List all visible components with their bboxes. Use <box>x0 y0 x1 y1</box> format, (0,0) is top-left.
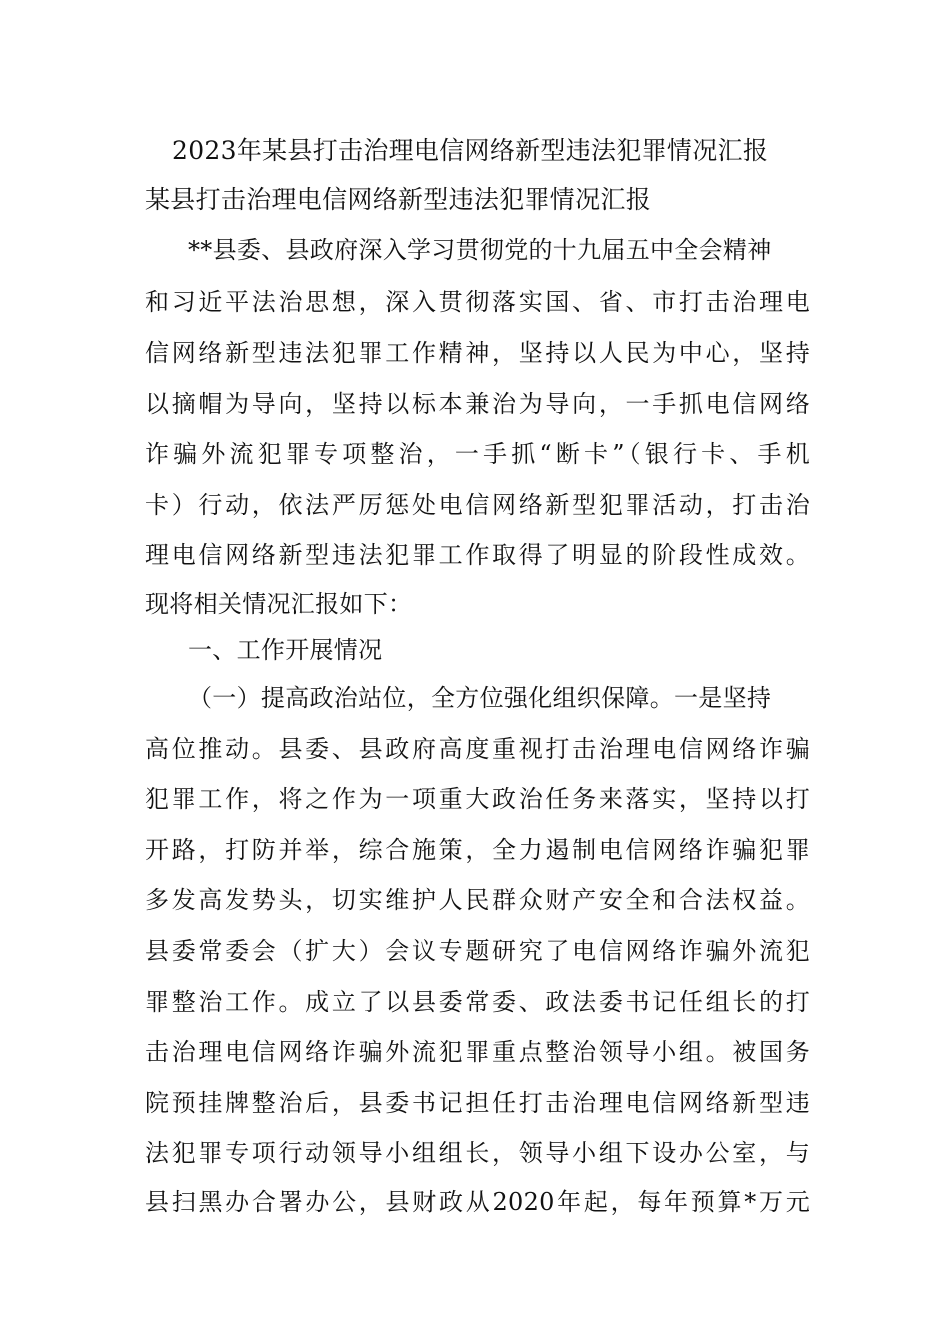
paragraph-line: 法犯罪专项行动领导小组组长，领导小组下设办公室，与 <box>145 1139 810 1167</box>
paragraph-line: 高位推动。县委、县政府高度重视打击治理电信网络诈骗 <box>145 735 810 763</box>
paragraph-line: （一）提高政治站位，全方位强化组织保障。一是坚持 <box>188 684 772 712</box>
paragraph-line: 和习近平法治思想，深入贯彻落实国、省、市打击治理电 <box>145 288 810 316</box>
document-title: 2023年某县打击治理电信网络新型违法犯罪情况汇报 <box>172 136 769 165</box>
section-heading: 一、工作开展情况 <box>188 636 383 664</box>
paragraph-line: 击治理电信网络诈骗外流犯罪重点整治领导小组。被国务 <box>145 1038 810 1066</box>
paragraph-line: 县委常委会（扩大）会议专题研究了电信网络诈骗外流犯 <box>145 937 810 965</box>
paragraph-line: 信网络新型违法犯罪工作精神，坚持以人民为中心，坚持 <box>145 339 810 367</box>
paragraph-line: 现将相关情况汇报如下： <box>145 590 413 618</box>
paragraph-line: **县委、县政府深入学习贯彻党的十九届五中全会精神 <box>188 236 772 264</box>
paragraph-line: 犯罪工作，将之作为一项重大政治任务来落实，坚持以打 <box>145 785 810 813</box>
paragraph-line: 多发高发势头，切实维护人民群众财产安全和合法权益。 <box>145 886 810 914</box>
paragraph-line: 县扫黑办合署办公，县财政从2020年起，每年预算*万元 <box>145 1188 810 1216</box>
paragraph-line: 罪整治工作。成立了以县委常委、政法委书记任组长的打 <box>145 988 810 1016</box>
paragraph-line: 院预挂牌整治后，县委书记担任打击治理电信网络新型违 <box>145 1089 810 1117</box>
paragraph-line: 以摘帽为导向，坚持以标本兼治为导向，一手抓电信网络 <box>145 390 810 418</box>
paragraph-line: 理电信网络新型违法犯罪工作取得了明显的阶段性成效。 <box>145 541 810 569</box>
document-subtitle: 某县打击治理电信网络新型违法犯罪情况汇报 <box>145 185 652 214</box>
paragraph-line: 诈骗外流犯罪专项整治，一手抓“断卡”（银行卡、手机 <box>145 440 810 468</box>
paragraph-line: 卡）行动，依法严厉惩处电信网络新型犯罪活动，打击治 <box>145 491 810 519</box>
paragraph-line: 开路，打防并举，综合施策，全力遏制电信网络诈骗犯罪 <box>145 836 810 864</box>
